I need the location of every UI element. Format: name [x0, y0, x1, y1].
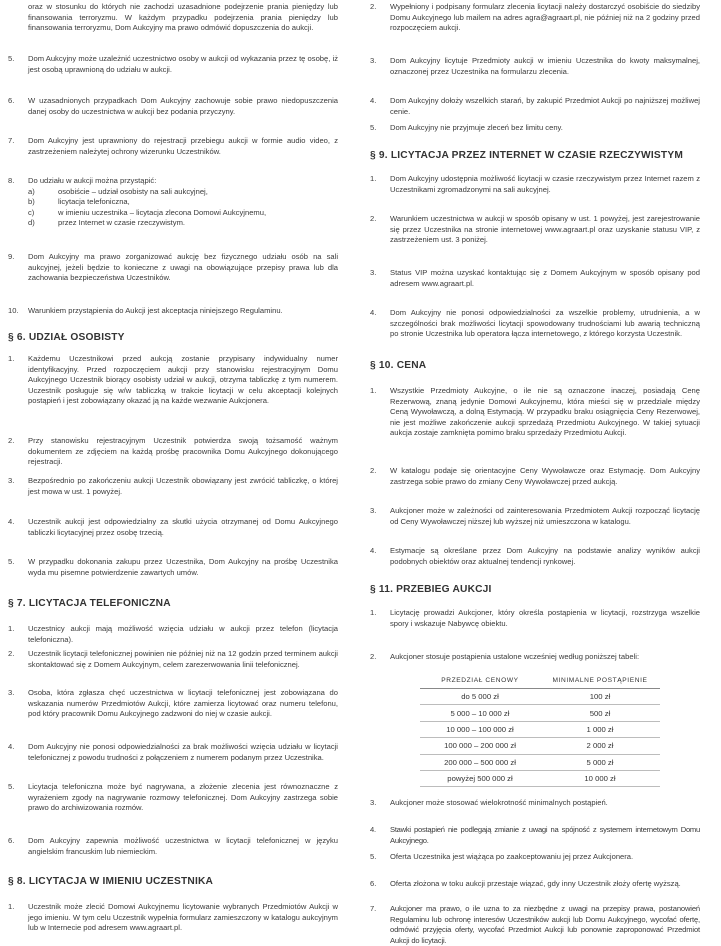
s6-item-1: 1. Każdemu Uczestnikowi przed aukcją zostanie przypisany indywidualny numer identyfikacyjny. Przed rozpoczęciem aukcji przy stanowisku rejestracyjnym Domu Aukcyjnego Uczestnik biorący osobisty udział w aukcji, otrzyma tabliczkę z tym numerem. Uczestnik posługuje się w/w tabliczką w trakcie licytacji w celu akceptacji kolejnych postąpień i jest zobowiązany okazać ją na każde wezwanie Aukcjonera.: [8, 354, 338, 405]
s6-item-3: 3. Bezpośrednio po zakończeniu aukcji Uczestnik obowiązany jest zwrócić tabliczkę, o której jest mowa w ust. 1 powyżej.: [8, 476, 338, 496]
s10-item-2: 2. W katalogu podaje się orientacyjne Ceny Wywoławcze oraz Estymację. Dom Aukcyjny zastrzega sobie prawo do zmiany Ceny Wywoławczej przed aukcją.: [370, 466, 700, 486]
s10-item-1: 1. Wszystkie Przedmioty Aukcyjne, o ile nie są oznaczone inaczej, posiadają Cenę Rezerwową, znaną jedynie Domowi Aukcyjnemu, która mieści się w przedziale między Ceną Wywoławczą, a dolną Estymacją. W przypadku braku osiągnięcia Ceny Rezerwowej, nie jest możliwe zakończenie aukcji sprzedażą Przedmiotu Aukcyjnego. W takiej sytuacji aukcja zostaje zamknięta pomimo braku sprzedaży Przedmiotu Aukcji.: [370, 386, 700, 437]
section-heading-9: § 9. LICYTACJA PRZEZ INTERNET W CZASIE RZECZYWISTYM: [370, 150, 684, 161]
table-row: [420, 721, 660, 737]
s8-item-2: 2. Wypełniony i podpisany formularz zlecenia licytacji należy dostarczyć osobiście do siedziby Domu Aukcyjnego lub mailem na adres agra@agraart.pl, nie później niż na 2 godziny przed rozpoczęciem aukcji.: [370, 2, 700, 32]
paragraph-7: 7. Dom Aukcyjny jest uprawniony do rejestracji przebiegu aukcji w formie audio video, z zastrzeżeniem należytej ochrony wizerunku Uczestników.: [8, 136, 338, 156]
column-header: MINIMALNE POSTĄPIENIE: [540, 674, 660, 689]
table-row: [420, 689, 660, 705]
s9-item-3: 3. Status VIP można uzyskać kontaktując się z Domem Aukcyjnym w sposób opisany pod adresem www.agraart.pl.: [370, 268, 700, 288]
table-cell: 500 zł: [540, 705, 660, 721]
s10-item-3: 3. Aukcjoner może w zależności od zainteresowania Przedmiotem Aukcji rozpocząć licytację od Ceny Wywoławczej niższej lub wyższej niż umieszczona w katalogu.: [370, 506, 700, 526]
table-cell: 5 000 zł: [540, 754, 660, 770]
table-cell: 5 000 – 10 000 zł: [420, 705, 540, 721]
s11-item-6: 6. Oferta złożona w toku aukcji przestaje wiązać, gdy inny Uczestnik złoży ofertę wyższą.: [370, 879, 681, 888]
s9-item-2: 2. Warunkiem uczestnictwa w aukcji w sposób opisany w ust. 1 powyżej, jest zarejestrowanie się przez Uczestnika na stronie internetowej www.agraart.pl oraz uzyskanie statusu VIP, z zastrzeżeniem ust. 3 poniżej.: [370, 214, 700, 244]
column-header: PRZEDZIAŁ CENOWY: [420, 674, 540, 689]
s10-item-4: 4. Estymacje są określane przez Dom Aukcyjny na podstawie analizy wyników aukcji podobnych obiektów oraz aktualnej tendencji rynkowej.: [370, 546, 700, 566]
section-heading-7: § 7. LICYTACJA TELEFONICZNA: [8, 598, 171, 609]
s11-item-5: 5. Oferta Uczestnika jest wiążąca po zaakceptowaniu jej przez Aukcjonera.: [370, 852, 634, 861]
paragraph-9: 9. Dom Aukcyjny ma prawo zorganizować aukcję bez fizycznego udziału osób na sali aukcyjnej, jeżeli będzie to konieczne z uwagi na obowiązujące przepisy prawa lub dla zachowania bezpieczeństwa Uczestników.: [8, 252, 338, 282]
paragraph-4-continued: oraz w stosunku do których nie zachodzi uzasadnione podejrzenie prania pieniędzy lub finansowania terroryzmu. W każdym przypadku podejrzenia prania pieniędzy lub finansowania terroryzmu, Dom Aukcyjny ma prawo odmówić dopuszczenia do aukcji.: [28, 2, 338, 32]
section-heading-10: § 10. CENA: [370, 360, 427, 371]
table-cell: 10 000 – 100 000 zł: [420, 721, 540, 737]
s9-item-1: 1. Dom Aukcyjny udostępnia możliwość licytacji w czasie rzeczywistym przez Internet razem z Uczestnikami zgromadzonymi na sali aukcyjnej.: [370, 174, 700, 194]
s8-item-3: 3. Dom Aukcyjny licytuje Przedmioty aukcji w imieniu Uczestnika do kwoty maksymalnej, oznaczonej przez Uczestnika na formularzu zlecenia.: [370, 56, 700, 76]
table-row: [420, 770, 660, 786]
s7-item-1: 1. Uczestnicy aukcji mają możliwość wzięcia udziału w aukcji przez telefon (licytacja telefoniczna).: [8, 624, 338, 644]
table-cell: 100 000 – 200 000 zł: [420, 738, 540, 754]
s11-item-4: 4. Stawki postąpień nie podlegają zmianie z uwagi na spójność z systemem internetowym Domu Aukcyjnego.: [370, 825, 700, 845]
paragraph-10: 10. Warunkiem przystąpienia do Aukcji jest akceptacja niniejszego Regulaminu.: [8, 306, 283, 315]
s9-item-4: 4. Dom Aukcyjny nie ponosi odpowiedzialności za wszelkie problemy, utrudnienia, a w szczególności brak możliwości licytacji spowodowany trudnościami lub awarią techniczną po stronie Uczestnika lub operatora łącza internetowego, z którego korzysta Uczestnik.: [370, 308, 700, 338]
s11-item-1: 1. Licytację prowadzi Aukcjoner, który określa postąpienia w licytacji, rozstrzyga wszelkie spory i wskazuje Nabywcę obiektu.: [370, 608, 700, 628]
section-heading-6: § 6. UDZIAŁ OSOBISTY: [8, 332, 125, 343]
price-increment-table: [420, 674, 660, 787]
paragraph-5: 5. Dom Aukcyjny może uzależnić uczestnictwo osoby w aukcji od wykazania przez tę osobę, iż jest osobą uprawnioną do udziału w aukcji.: [8, 54, 338, 74]
s7-item-4: 4. Dom Aukcyjny nie ponosi odpowiedzialności za brak możliwości wzięcia udziału w licytacji telefonicznej z powodu trudności z połączeniem z numerem podanym przez Uczestnika.: [8, 742, 338, 762]
list-item: a) osobiście – udział osobisty na sali aukcyjnej,: [28, 186, 208, 196]
paragraph-8: 8. Do udziału w aukcji można przystąpić: a) osobiście – udział osobisty na sali aukcyjnej, b) licytacja telefoniczna, c) w imieniu uczestnika – licytacja zlecona Domowi Aukcyjnemu, d) przez Internet w czasie rzeczywistym.: [8, 176, 338, 229]
s8-item-4: 4. Dom Aukcyjny dołoży wszelkich starań, by zakupić Przedmiot Aukcji po najniższej możliwej cenie.: [370, 96, 700, 116]
table-row: [420, 705, 660, 721]
s7-item-2: 2. Uczestnik licytacji telefonicznej powinien nie później niż na 12 godzin przed terminem aukcji skontaktować się z Domem Aukcyjnym, celem zarezerwowania linii telefonicznej.: [8, 649, 338, 669]
s7-item-5: 5. Licytacja telefoniczna może być nagrywana, a złożenie zlecenia jest równoznaczne z wyrażeniem zgody na nagrywanie rozmowy telefonicznej. Dom Aukcyjny zastrzega sobie prawo do archiwizowania rozmów.: [8, 782, 338, 812]
table-header-row: [420, 674, 660, 689]
s11-item-2: 2. Aukcjoner stosuje postąpienia ustalone wcześniej według poniższej tabeli:: [370, 652, 640, 661]
table-cell: powyżej 500 000 zł: [420, 770, 540, 786]
s6-item-5: 5. W przypadku dokonania zakupu przez Uczestnika, Dom Aukcyjny na prośbę Uczestnika wyda mu pisemne potwierdzenie zawartych umów.: [8, 557, 338, 577]
list-item: c) w imieniu uczestnika – licytacja zlecona Domowi Aukcyjnemu,: [28, 207, 267, 217]
s11-item-7: 7. Aukcjoner ma prawo, o ile uzna to za niezbędne z uwagi na przepisy prawa, postanowień Regulaminu lub ochronę interesów Uczestników aukcji lub Domu Aukcyjnego, wycofać ofertę, odmówić przyjęcia oferty, wycofać Przedmiot Aukcji lub ponownie zaproponować Przedmiot Aukcji do licytacji.: [370, 904, 700, 945]
s7-item-6: 6. Dom Aukcyjny zapewnia możliwość uczestnictwa w licytacji telefonicznej w języku angielskim francuskim lub niemieckim.: [8, 836, 338, 856]
table-cell: do 5 000 zł: [420, 689, 540, 705]
s11-item-3: 3. Aukcjoner może stosować wielokrotność minimalnych postąpień.: [370, 798, 608, 807]
section-heading-11: § 11. PRZEBIEG AUKCJI: [370, 584, 492, 595]
table-row: [420, 754, 660, 770]
table-row: [420, 738, 660, 754]
table-cell: 2 000 zł: [540, 738, 660, 754]
s7-item-3: 3. Osoba, która zgłasza chęć uczestnictwa w licytacji telefonicznej jest zobowiązana do wskazania numerów Przedmiotów Aukcji, które zamierza licytować oraz numeru telefonu, pod który pracownik Domu Aukcyjnego zadzwoni do niej w czasie aukcji.: [8, 688, 338, 718]
s6-item-2: 2. Przy stanowisku rejestracyjnym Uczestnik potwierdza swoją tożsamość ważnym dokumentem ze zdjęciem na każdą prośbę pracownika Domu Aukcyjnego dokonującego rejestracji.: [8, 436, 338, 466]
list-item: b) licytacja telefoniczna,: [28, 197, 130, 206]
section-heading-8: § 8. LICYTACJA W IMIENIU UCZESTNIKA: [8, 876, 214, 887]
table-cell: 200 000 – 500 000 zł: [420, 754, 540, 770]
table-cell: 1 000 zł: [540, 721, 660, 737]
s6-item-4: 4. Uczestnik aukcji jest odpowiedzialny za skutki użycia otrzymanej od Domu Aukcyjnego tabliczki licytacyjnej przez osobę trzecią.: [8, 517, 338, 537]
table-cell: 100 zł: [540, 689, 660, 705]
s8-item-5: 5. Dom Aukcyjny nie przyjmuje zleceń bez limitu ceny.: [370, 123, 563, 132]
table-cell: 10 000 zł: [540, 770, 660, 786]
s8-item-1: 1. Uczestnik może zlecić Domowi Aukcyjnemu licytowanie wybranych Przedmiotów Aukcji w jego imieniu. W tym celu Uczestnik wypełnia formularz zamieszczony w katalogu aukcyjnym lub w Internecie pod adresem www.agraart.pl.: [8, 902, 338, 932]
list-item: d) przez Internet w czasie rzeczywistym.: [28, 218, 186, 227]
paragraph-6: 6. W uzasadnionych przypadkach Dom Aukcyjny zachowuje sobie prawo niedopuszczenia danej osoby do uczestnictwa w aukcji bez podania przyczyny.: [8, 96, 338, 116]
